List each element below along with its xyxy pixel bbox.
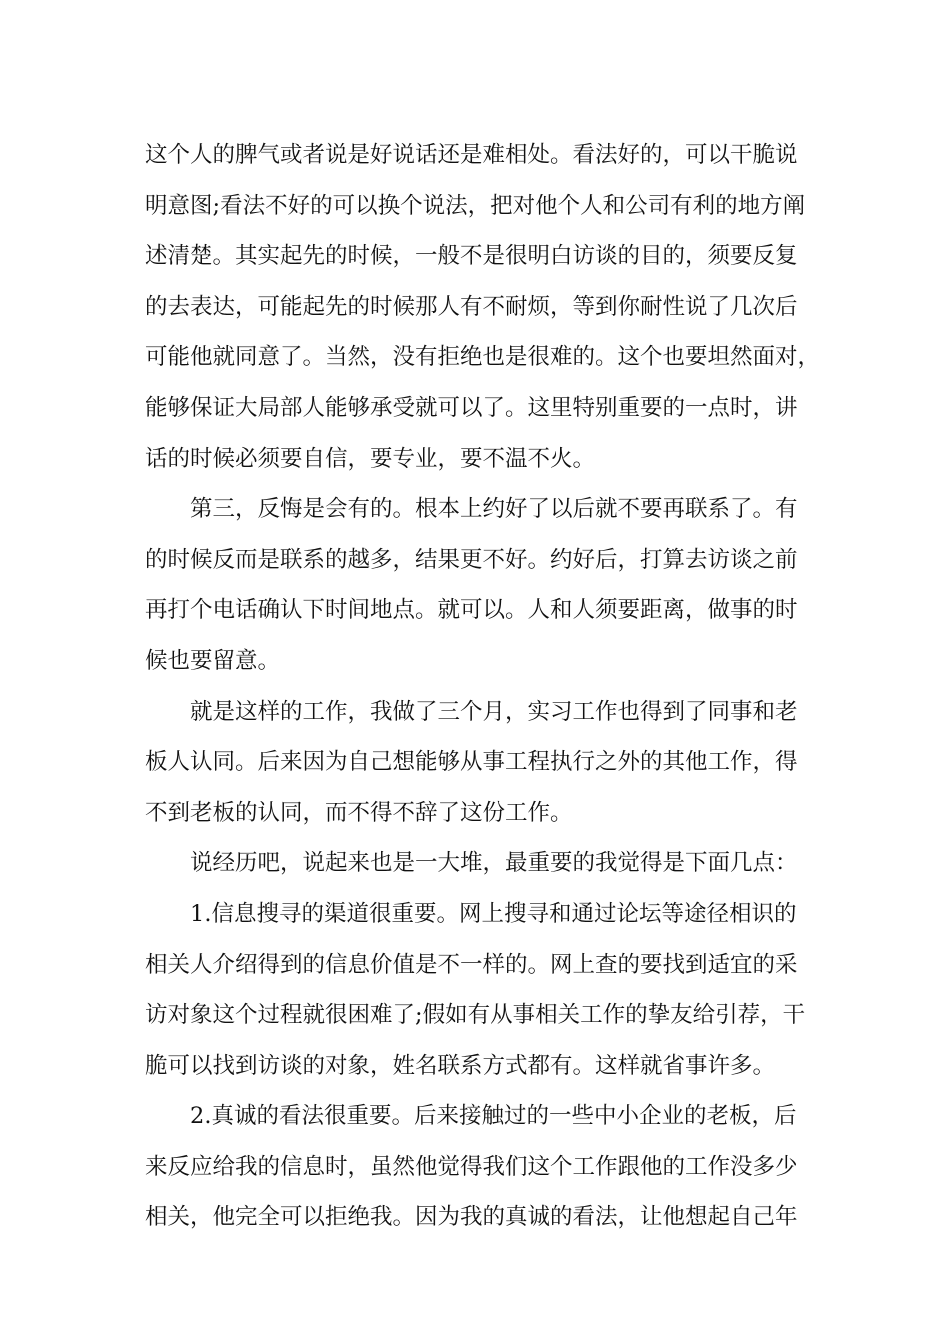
text-line: 能够保证大局部人能够承受就可以了。这里特别重要的一点时，讲 [145, 394, 798, 421]
text-line: 访对象这个过程就很困难了;假如有从事相关工作的挚友给引荐，干 [145, 1002, 806, 1029]
text-line: 2.真诚的看法很重要。后来接触过的一些中小企业的老板，后 [190, 1103, 797, 1130]
paragraph [145, 484, 815, 686]
text-line: 候也要留意。 [145, 647, 281, 674]
text-line: 脆可以找到访谈的对象，姓名联系方式都有。这样就省事许多。 [145, 1052, 776, 1079]
text-line: 1.信息搜寻的渠道很重要。网上搜寻和通过论坛等途径相识的 [190, 900, 797, 927]
paragraph [145, 838, 815, 889]
text-line: 板人认同。后来因为自己想能够从事工程执行之外的其他工作，得 [145, 749, 798, 776]
text-line: 第三，反悔是会有的。根本上约好了以后就不要再联系了。有 [190, 496, 798, 523]
paragraph [145, 1091, 815, 1243]
text-line: 述清楚。其实起先的时候，一般不是很明白访谈的目的，须要反复 [145, 243, 798, 270]
body-text [145, 130, 821, 1243]
paragraph [145, 687, 815, 839]
text-line: 这个人的脾气或者说是好说话还是难相处。看法好的，可以干脆说 [145, 142, 798, 168]
text-line: 话的时候必须要自信，要专业，要不温不火。 [145, 445, 596, 472]
text-line: 相关人介绍得到的信息价值是不一样的。网上查的要找到适宜的采 [145, 951, 798, 978]
text-line: 相关，他完全可以拒绝我。因为我的真诚的看法，让他想起自己年 [145, 1204, 798, 1231]
paragraph [145, 889, 815, 1091]
text-line: 的时候反而是联系的越多，结果更不好。约好后，打算去访谈之前 [145, 546, 798, 573]
text-line: 明意图;看法不好的可以换个说法，把对他个人和公司有利的地方阐 [145, 192, 806, 219]
text-line: 再打个电话确认下时间地点。就可以。人和人须要距离，做事的时 [145, 597, 798, 624]
text-line: 就是这样的工作，我做了三个月，实习工作也得到了同事和老 [190, 698, 798, 725]
text-line: 来反应给我的信息时，虽然他觉得我们这个工作跟他的工作没多少 [145, 1153, 798, 1180]
text-line: 不到老板的认同，而不得不辞了这份工作。 [145, 799, 573, 826]
paragraph [145, 130, 821, 484]
text-line: 的去表达，可能起先的时候那人有不耐烦，等到你耐性说了几次后 [145, 293, 798, 320]
text-line: 可能他就同意了。当然，没有拒绝也是很难的。这个也要坦然面对， [145, 344, 821, 371]
text-line: 说经历吧，说起来也是一大堆，最重要的我觉得是下面几点： [190, 850, 798, 877]
